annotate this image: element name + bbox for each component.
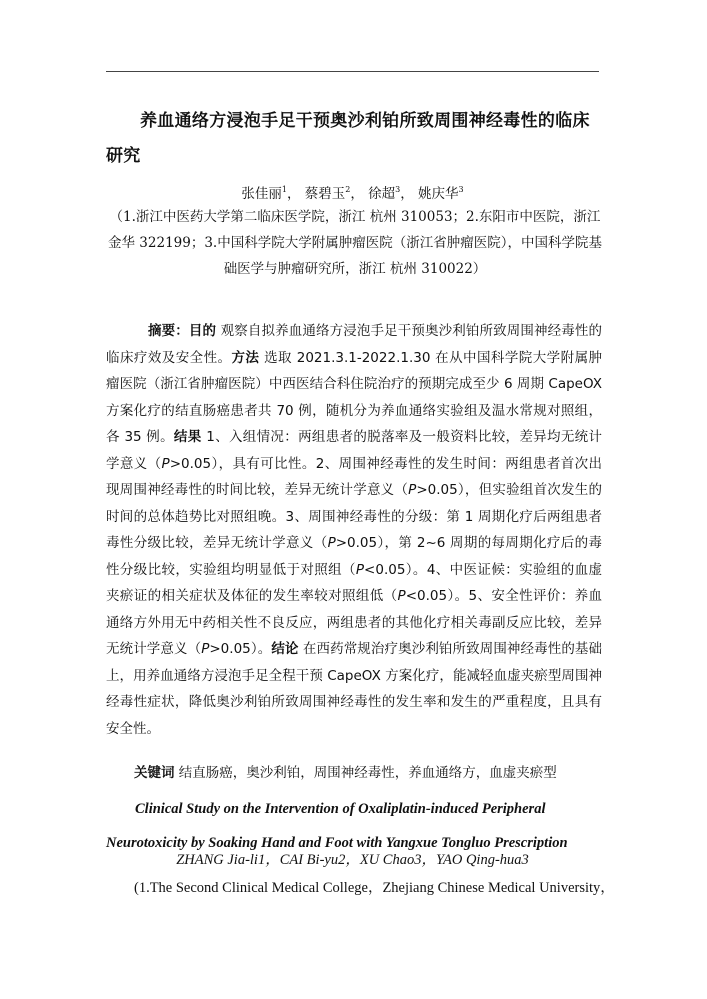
results-text: <0.05）。5、安全性评价：养血通络方外用无中药相关性不良反应，两组患者的其他化疗相关毒副反应比较，差异无统计学意义（ (106, 588, 603, 657)
p-value-symbol: P (355, 561, 365, 578)
methods-text: 选取 2021.3.1-2022.1.30 在从中国科学院大学附属肿瘤医院（浙江省肿瘤医院）中西医结合科住院治疗的预期完成至少 6 周期 CapeOX 方案化疗的结直肠癌患者共 70 例，随机分为养血通络实验组及温水常规对照组，各 35 例。 (106, 349, 603, 445)
p-value-symbol: P (397, 588, 406, 604)
objective-label: 目的 (188, 323, 217, 339)
p-value-symbol: P (327, 535, 336, 551)
keywords (134, 762, 602, 784)
paper-title: 养血通络方浸泡手足干预奥沙利铂所致周围神经毒性的临床研究 (106, 111, 590, 166)
english-authors: ZHANG Jia-li1，CAI Bi-yu2，XU Chao3，YAO Qing-hua3 (176, 852, 529, 868)
english-title: Clinical Study on the Intervention of Oxaliplatin-induced Peripheral Neurotoxicity by Soaking Hand and Foot with Yangxue Tongluo Prescription (106, 801, 568, 851)
affiliations: （1.浙江中医药大学第二临床医学院，浙江 杭州 310053；2.东阳市中医院，浙江 金华 322199；3.中国科学院大学附属肿瘤医院（浙江省肿瘤医院），中国科学院基础医学与肿瘤研究所，浙江 杭州 310022） (108, 209, 602, 277)
keywords-text: 结直肠癌，奥沙利铂，周围神经毒性，养血通络方，血虚夹瘀型 (174, 765, 557, 781)
results-text: >0.05），但实验组首次发生的时间的总体趋势比对照组晚。3、周围神经毒性的分级：第 1 周期化疗后两组患者毒性分级比较，差异无统计学意义（ (106, 482, 603, 551)
author-affil-mark: 3 (458, 185, 464, 194)
english-affiliation: (1.The Second Clinical Medical College，Zhejiang Chinese Medical University， (134, 880, 615, 896)
p-value-symbol: P (161, 455, 170, 472)
results-label: 结果 (173, 429, 202, 445)
p-value-symbol: P (408, 482, 417, 498)
author-affil-mark: 2 (345, 185, 351, 194)
author-affil-mark: 1 (281, 185, 287, 194)
header-rule (106, 71, 599, 72)
p-value-symbol: P (201, 641, 210, 657)
author-affil-mark: 3 (395, 185, 401, 194)
results-text: 1、入组情况：两组患者的脱落率及一般资料比较，差异均无统计学意义（ (106, 429, 602, 472)
author-name: 张佳丽 (241, 186, 282, 202)
methods-label: 方法 (231, 349, 260, 366)
keywords-label: 关键词 (134, 765, 175, 781)
conclusion-text: 在西药常规治疗奥沙利铂所致周围神经毒性的基础上，用养血通络方浸泡手足全程干预 CapeOX 方案化疗，能减轻血虚夹瘀型周围神经毒性症状，降低奥沙利铂所致周围神经毒性的发生率和发生的严重程度，且具有安全性。 (106, 641, 603, 737)
results-text: <0.05）。4、中医证候：实验组的血虚夹瘀证的相关症状及体征的发生率较对照组低（ (106, 561, 602, 604)
author-name: 徐超 (368, 186, 396, 202)
abstract (106, 318, 602, 742)
author-name: 姚庆华 (418, 186, 459, 202)
author-name: 蔡碧玉 (304, 186, 346, 202)
author-list: 张佳丽$^1$， 蔡碧玉$^2$， 徐超$^3$， 姚庆华$^3$ (241, 185, 464, 202)
results-text: >0.05）。 (209, 641, 272, 657)
objective-text: 观察自拟养血通络方浸泡手足干预奥沙利铂所致周围神经毒性的临床疗效及安全性。 (106, 323, 603, 366)
conclusion-label: 结论 (271, 641, 299, 657)
results-text: >0.05），具有可比性。2、周围神经毒性的发生时间：两组患者首次出现周围神经毒性的时间比较，差异无统计学意义（ (106, 455, 602, 498)
results-text: >0.05），第 2~6 周期的每周期化疗后的毒性分级比较，实验组均明显低于对照组（ (106, 535, 602, 578)
abstract-label: 摘要： (148, 323, 189, 339)
